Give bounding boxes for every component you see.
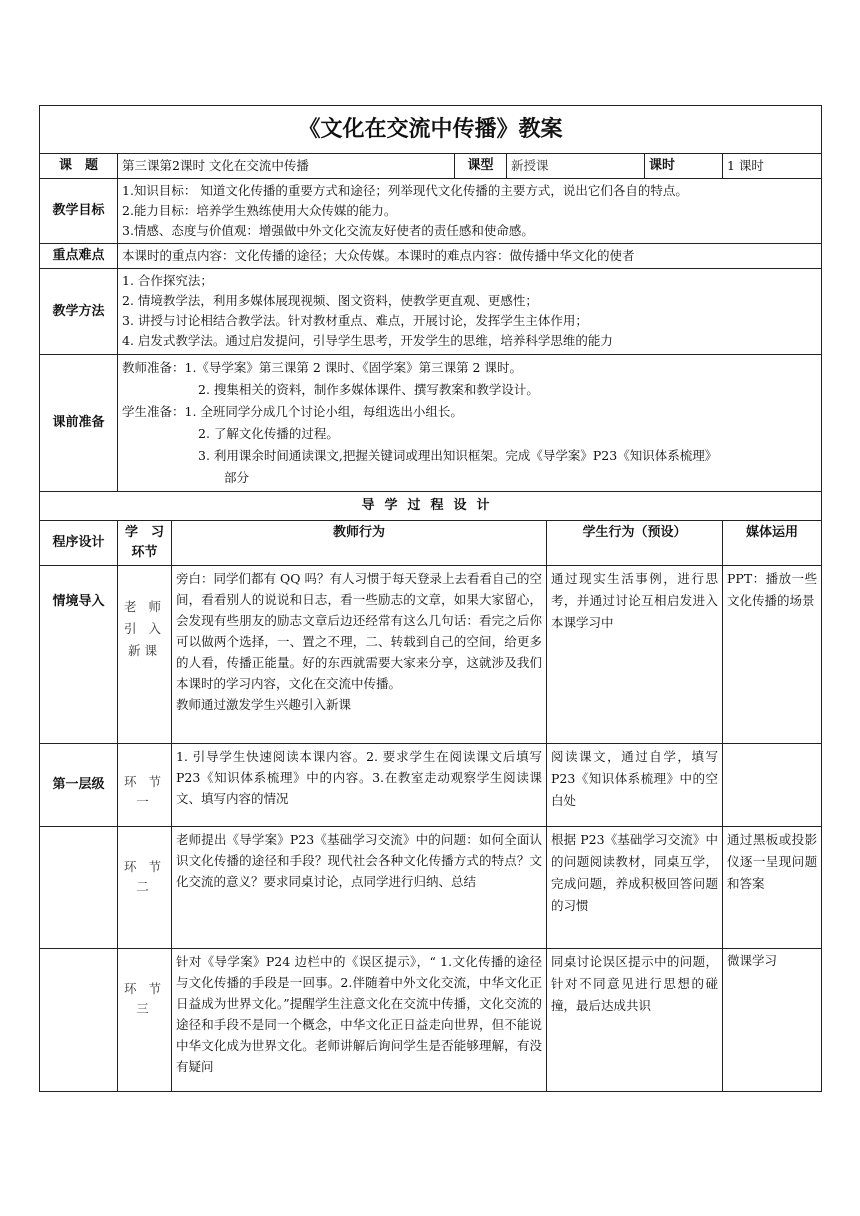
prep-label: 课前准备 [40, 355, 118, 492]
keypoints-label: 重点难点 [40, 244, 118, 269]
row-media: PPT：播放一些文化传播的场景 [723, 566, 822, 744]
row-stage: 环 节 二 [118, 827, 172, 949]
header-student: 学生行为（预设） [547, 521, 723, 566]
row-stage: 环 节 一 [118, 744, 172, 827]
header-stage: 学 习 环节 [118, 521, 172, 566]
row-media: 通过黑板或投影仪逐一呈现问题和答案 [723, 827, 822, 949]
row-teacher: 针对《导学案》P24 边栏中的《误区提示》，“ 1.文化传播的途径与文化传播的手段是一回事。2.伴随着中外文化交流，中华文化正日益成为世界文化。”提醒学生注意文化在交流中传播，文化交流的途径和手段不是同一个概念，中华文化正日益走向世界，但不能说中华文化成为世界文化。老师讲解后询问学生是否能够理解，有没有疑问 [172, 949, 547, 1092]
lesson-table [39, 105, 822, 1092]
prep-student-1: 学生准备：1. 全班同学分成几个讨论小组，每组选出小组长。 [122, 404, 463, 419]
row-teacher [172, 566, 547, 744]
hours-label: 课时 [645, 154, 723, 179]
goals-label: 教学目标 [40, 179, 118, 244]
row-student: 通过现实生活事例，进行思考，并通过讨论互相启发进入本课学习中 [547, 566, 723, 744]
prep-content [118, 355, 822, 492]
prep-student-3: 3. 利用课余时间通读课文,把握关键词或理出知识框架。完成《导学案》P23《知识体系梳理》 [198, 448, 718, 463]
row-stage: 老 师 引 入 新课 [118, 566, 172, 744]
method-line-3: 3. 讲授与讨论相结合教学法。针对教材重点、难点，开展讨论，发挥学生主体作用； [122, 313, 588, 328]
prep-teacher-2: 2. 搜集相关的资料，制作多媒体课件、撰写教案和教学设计。 [198, 382, 539, 397]
goal-line-2: 2.能力目标：培养学生熟练使用大众传媒的能力。 [122, 203, 397, 218]
row-program-empty [40, 827, 118, 949]
method-line-4: 4. 启发式教学法。通过启发提问，引导学生思考，开发学生的思维，培养科学思维的能力 [122, 333, 613, 348]
prep-student-3b: 部分 [224, 470, 250, 485]
hours-value: 1 课时 [723, 154, 822, 179]
keypoints-content: 本课时的重点内容：文化传播的途径；大众传媒。本课时的难点内容：做传播中华文化的使者 [118, 244, 822, 269]
row-teacher-note: 教师通过激发学生兴趣引入新课 [176, 697, 352, 712]
topic-value: 第三课第2课时 文化在交流中传播 [118, 154, 455, 179]
goals-content [118, 179, 822, 244]
row-teacher: 老师提出《导学案》P23《基础学习交流》中的问题：如何全面认识文化传播的途径和手段？现代社会各种文化传播方式的特点？文化交流的意义？要求同桌讨论，点同学进行归纳、总结 [172, 827, 547, 949]
row-program: 第一层级 [40, 744, 118, 827]
row-teacher: 1. 引导学生快速阅读本课内容。2. 要求学生在阅读课文后填写 P23《知识体系梳理》中的内容。3.在教室走动观察学生阅读课文、填写内容的情况 [172, 744, 547, 827]
process-section-title: 导学过程设计 [40, 492, 822, 521]
row-program: 情境导入 [40, 566, 118, 744]
prep-student-2: 2. 了解文化传播的过程。 [198, 426, 339, 441]
row-stage: 环 节 三 [118, 949, 172, 1092]
row-student: 阅读课文，通过自学，填写 P23《知识体系梳理》中的空白处 [547, 744, 723, 827]
row-teacher-text: 旁白：同学们都有 QQ 吗？有人习惯于每天登录上去看看自己的空间，看看别人的说说和日志，看一些励志的文章，如果大家留心，会发现有些朋友的励志文章后边还经常有这么几句话：看完之后你可以做两个选择，一、置之不理，二、转载到自己的空间，给更多的人看，传播正能量。好的东西就需要大家来分享，这就涉及我们本课时的学习内容，文化在交流中传播。 [176, 571, 542, 691]
methods-content [118, 269, 822, 355]
header-program: 程序设计 [40, 521, 118, 566]
goal-line-3: 3.情感、态度与价值观：增强做中外文化交流友好使者的责任感和使命感。 [122, 223, 534, 238]
lesson-plan [39, 105, 821, 1092]
prep-teacher-1: 教师准备：1.《导学案》第三课第 2 课时、《固学案》第三课第 2 课时。 [122, 360, 522, 375]
row-program-empty [40, 949, 118, 1092]
type-label: 课型 [455, 154, 507, 179]
method-line-2: 2. 情境教学法，利用多媒体展现视频、图文资料，使教学更直观、更感性； [122, 293, 538, 308]
row-media [723, 744, 822, 827]
page-title: 《文化在交流中传播》教案 [40, 106, 822, 154]
topic-label: 课 题 [40, 154, 118, 179]
goal-line-1: 1.知识目标： 知道文化传播的重要方式和途径；列举现代文化传播的主要方式，说出它们各自的特点。 [122, 183, 688, 198]
row-student: 同桌讨论误区提示中的问题，针对不同意见进行思想的碰撞，最后达成共识 [547, 949, 723, 1092]
row-media: 微课学习 [723, 949, 822, 1092]
row-student: 根据 P23《基础学习交流》中的问题阅读教材，同桌互学，完成问题，养成积极回答问题的习惯 [547, 827, 723, 949]
method-line-1: 1. 合作探究法； [122, 273, 213, 288]
header-media: 媒体运用 [723, 521, 822, 566]
methods-label: 教学方法 [40, 269, 118, 355]
type-value: 新授课 [507, 154, 645, 179]
header-teacher: 教师行为 [172, 521, 547, 566]
